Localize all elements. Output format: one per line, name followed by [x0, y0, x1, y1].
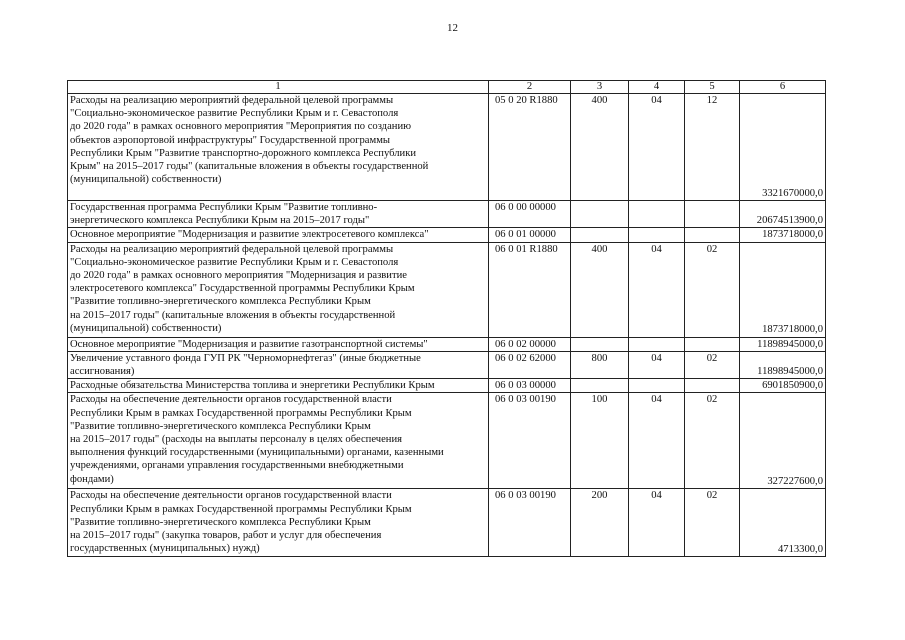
- row-col3: 200: [571, 489, 629, 557]
- row-col3: [571, 228, 629, 242]
- row-amount: 1873718000,0: [740, 228, 826, 242]
- row-description: Расходные обязательства Министерства топлива и энергетики Республики Крым: [68, 379, 489, 393]
- row-col3: [571, 337, 629, 351]
- row-code: 05 0 20 R1880: [489, 94, 571, 201]
- row-amount: 327227600,0: [740, 393, 826, 489]
- row-amount: 11898945000,0: [740, 351, 826, 378]
- row-col5: 02: [685, 242, 740, 337]
- header-cell: 4: [629, 81, 685, 94]
- row-col4: [629, 379, 685, 393]
- table-row: [68, 94, 826, 201]
- row-col4: [629, 228, 685, 242]
- header-cell: 6: [740, 81, 826, 94]
- row-code: 06 0 00 00000: [489, 201, 571, 228]
- table-row: [68, 201, 826, 228]
- header-cell: 3: [571, 81, 629, 94]
- row-amount: 1873718000,0: [740, 242, 826, 337]
- row-description: Расходы на реализацию мероприятий федеральной целевой программы "Социально-экономическое развитие Республики Крым и г. Севастополя до 2020 года" в рамках основного мероприятия "Мероприятия по созданию объектов аэропортовой инфраструктуры" Государственной программы Республики Крым "Развитие транспортно-дорожного комплекса Республики Крым" на 2015–2017 годы" (капитальные вложения в объекты государственной (муниципальной) собственности): [68, 94, 489, 201]
- row-description: Увеличение уставного фонда ГУП РК "Черноморнефтегаз" (иные бюджетные ассигнования): [68, 351, 489, 378]
- row-amount: 11898945000,0: [740, 337, 826, 351]
- row-col3: [571, 379, 629, 393]
- row-code: 06 0 02 00000: [489, 337, 571, 351]
- table-row: [68, 379, 826, 393]
- row-col5: 12: [685, 94, 740, 201]
- row-col5: 02: [685, 489, 740, 557]
- row-col3: 400: [571, 242, 629, 337]
- header-cell: 5: [685, 81, 740, 94]
- row-description: Расходы на реализацию мероприятий федеральной целевой программы "Социально-экономическое развитие Республики Крым и г. Севастополя до 2020 года" в рамках основного мероприятия "Модернизация и развитие электросетевого комплекса" Государственной программы Республики Крым "Развитие топливно-энергетического комплекса Республики Крым на 2015–2017 годы" (капитальные вложения в объекты государственной (муниципальной) собственности): [68, 242, 489, 337]
- row-col4: 04: [629, 489, 685, 557]
- row-description: Государственная программа Республики Крым "Развитие топливно- энергетического комплекса Республики Крым на 2015–2017 годы": [68, 201, 489, 228]
- row-col5: [685, 228, 740, 242]
- row-col3: 100: [571, 393, 629, 489]
- row-code: 06 0 01 R1880: [489, 242, 571, 337]
- row-col5: [685, 337, 740, 351]
- budget-table: [67, 80, 826, 557]
- row-col4: 04: [629, 94, 685, 201]
- row-description: Расходы на обеспечение деятельности органов государственной власти Республики Крым в рамках Государственной программы Республики Крым "Развитие топливно-энергетического комплекса Республики Крым на 2015–2017 годы" (закупка товаров, работ и услуг для обеспечения государственных (муниципальных) нужд): [68, 489, 489, 557]
- table-row: [68, 337, 826, 351]
- row-col4: 04: [629, 393, 685, 489]
- table-row: [68, 242, 826, 337]
- header-cell: 2: [489, 81, 571, 94]
- row-amount: 6901850900,0: [740, 379, 826, 393]
- header-cell: 1: [68, 81, 489, 94]
- row-code: 06 0 03 00190: [489, 393, 571, 489]
- row-col3: [571, 201, 629, 228]
- table-row: [68, 351, 826, 378]
- row-col5: 02: [685, 393, 740, 489]
- row-col5: [685, 379, 740, 393]
- row-col4: [629, 337, 685, 351]
- table-row: [68, 489, 826, 557]
- row-description: Основное мероприятие "Модернизация и развитие электросетевого комплекса": [68, 228, 489, 242]
- row-col3: 400: [571, 94, 629, 201]
- row-col4: 04: [629, 351, 685, 378]
- row-code: 06 0 03 00190: [489, 489, 571, 557]
- row-code: 06 0 02 62000: [489, 351, 571, 378]
- row-col4: 04: [629, 242, 685, 337]
- row-col3: 800: [571, 351, 629, 378]
- table-header-row: [68, 81, 826, 94]
- row-code: 06 0 01 00000: [489, 228, 571, 242]
- row-amount: 4713300,0: [740, 489, 826, 557]
- row-col5: [685, 201, 740, 228]
- page-number: 12: [447, 22, 458, 34]
- row-col4: [629, 201, 685, 228]
- row-amount: 20674513900,0: [740, 201, 826, 228]
- row-col5: 02: [685, 351, 740, 378]
- row-code: 06 0 03 00000: [489, 379, 571, 393]
- table-row: [68, 228, 826, 242]
- table-row: [68, 393, 826, 489]
- row-description: Расходы на обеспечение деятельности органов государственной власти Республики Крым в рамках Государственной программы Республики Крым "Развитие топливно-энергетического комплекса Республики Крым на 2015–2017 годы" (расходы на выплаты персоналу в целях обеспечения выполнения функций государственными (муниципальными) органами, казенными учреждениями, органами управления государственными внебюджетными фондами): [68, 393, 489, 489]
- row-description: Основное мероприятие "Модернизация и развитие газотранспортной системы": [68, 337, 489, 351]
- row-amount: 3321670000,0: [740, 94, 826, 201]
